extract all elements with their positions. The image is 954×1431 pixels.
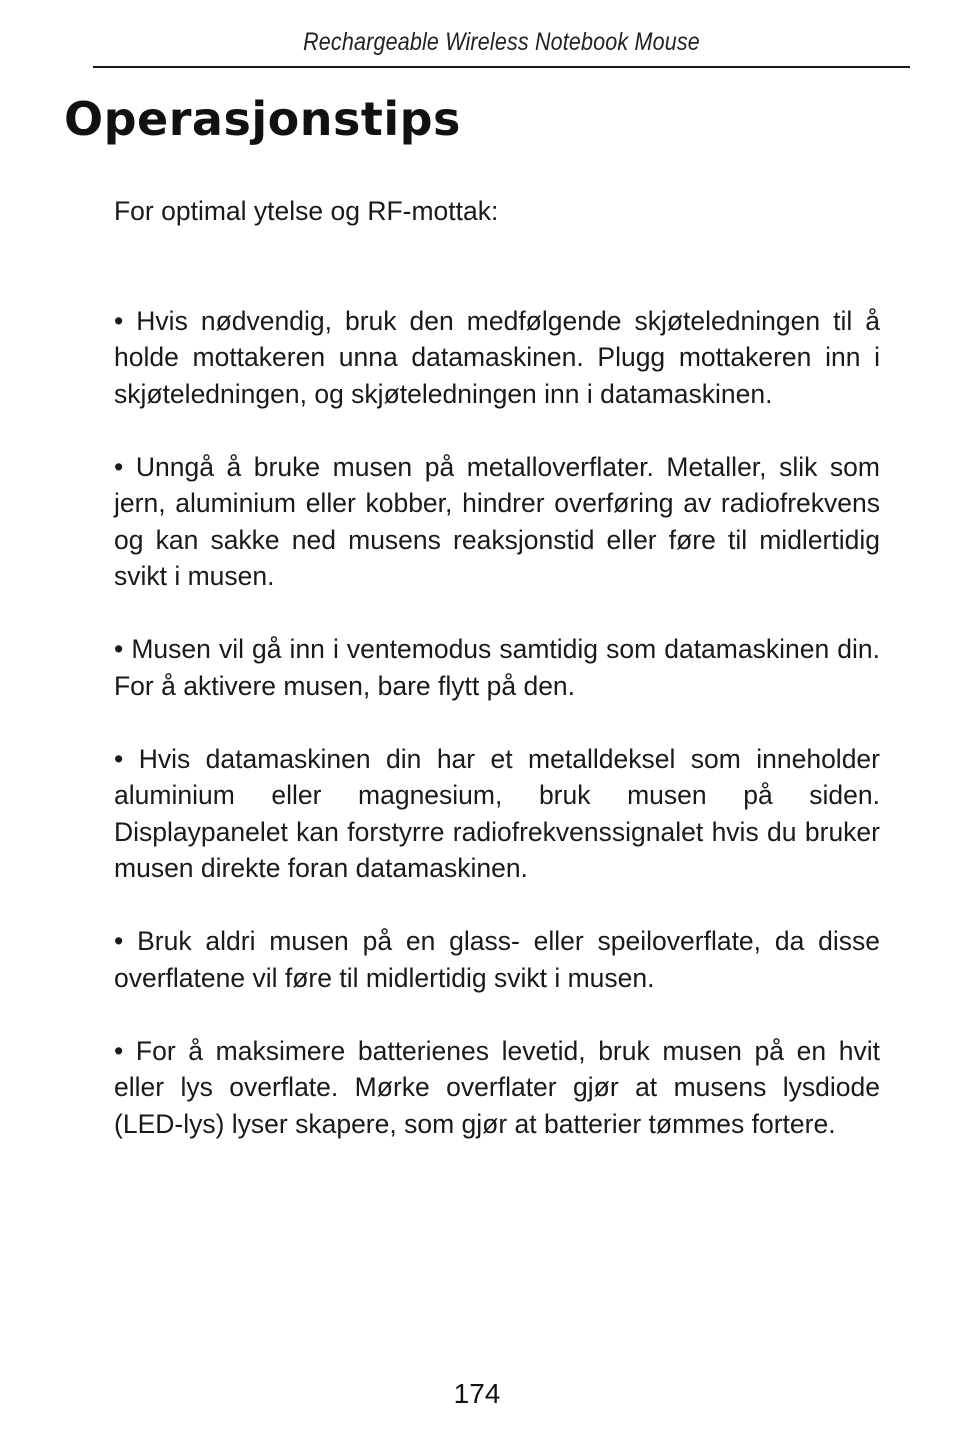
tip-paragraph: • Bruk aldri musen på en glass- eller speiloverflate, da disse overflatene vil føre til midlertidig svikt i musen. <box>114 926 880 993</box>
header-divider <box>93 66 910 68</box>
page-title: Operasjonstips <box>64 92 461 146</box>
page-number: 174 <box>453 1378 501 1409</box>
running-header: Rechargeable Wireless Notebook Mouse <box>303 28 700 56</box>
tip-paragraph: • Hvis datamaskinen din har et metalldeksel som inneholder aluminium eller magnesium, bruk musen på siden. Displaypanelet kan forstyrre radiofrekvenssignalet hvis du bruker musen direkte foran datamaskinen. <box>114 743 880 883</box>
tip-paragraph: • Musen vil gå inn i ventemodus samtidig som datamaskinen din. For å aktivere musen, bare flytt på den. <box>114 634 880 701</box>
main-content <box>114 193 880 1179</box>
intro-text: For optimal ytelse og RF-mottak: <box>114 196 499 226</box>
tip-paragraph: • Hvis nødvendig, bruk den medfølgende skjøteledningen til å holde mottakeren unna datamaskinen. Plugg mottakeren inn i skjøteledningen, og skjøteledningen inn i datamaskinen. <box>114 305 880 409</box>
tip-paragraph: • Unngå å bruke musen på metalloverflater. Metaller, slik som jern, aluminium eller kobber, hindrer overføring av radiofrekvens og kan sakke ned musens reaksjonstid eller føre til midlertidig svikt i musen. <box>114 451 880 591</box>
tip-paragraph: • For å maksimere batterienes levetid, bruk musen på en hvit eller lys overflate. Mørke overflater gjør at musens lysdiode (LED-lys) lyser skapere, som gjør at batterier tømmes fortere. <box>114 1035 880 1139</box>
